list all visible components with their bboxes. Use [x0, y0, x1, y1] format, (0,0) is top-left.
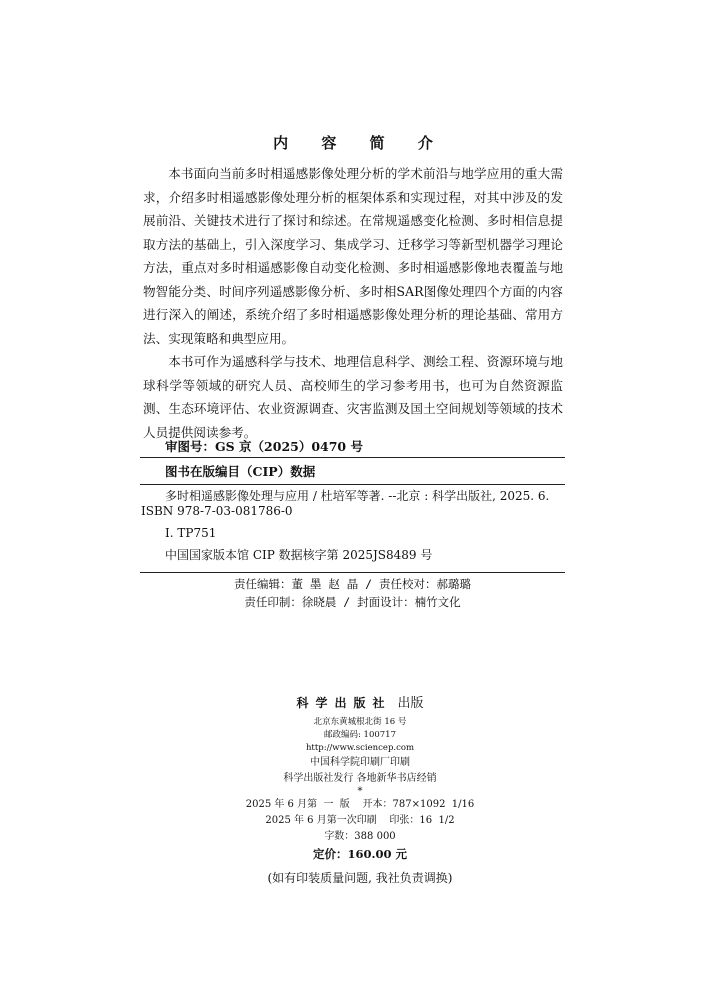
publisher-postcode: 邮政编码: 100717: [323, 730, 396, 740]
cip-classification: Ⅰ. TP751: [165, 526, 217, 540]
separator-star: *: [357, 786, 363, 797]
publisher-url: http://www.sciencep.com: [305, 743, 415, 753]
publisher-suffix: 出版: [397, 696, 424, 711]
credits: [140, 575, 565, 611]
distribution: 科学出版社发行 各地新华书店经销: [283, 773, 437, 784]
divider-bottom: [140, 572, 565, 573]
summary-body: [143, 162, 563, 444]
edition-line-1: 2025 年 6 月第 一 版 开本：787×1092 1/16: [245, 799, 475, 810]
publisher-line: [0, 692, 720, 711]
publisher-logo: 科学出版社: [296, 696, 392, 710]
quality-note: (如有印装质量问题, 我社负责调换): [267, 871, 453, 885]
edition-line-2: 2025 年 6 月第一次印刷 印张：16 1/2: [265, 815, 455, 826]
divider-top: [140, 457, 565, 458]
summary-paragraph-2: 本书可作为遥感科学与技术、地理信息科学、测绘工程、资源环境与地球科学等领域的研究人员、高校师生的学习参考用书，也可为自然资源监测、生态环境评估、农业资源调查、灾害监测及国土空间规划等领域的技术人员提供阅读参考。: [143, 354, 563, 440]
cip-isbn: ISBN 978-7-03-081786-0: [141, 504, 293, 518]
publisher-address: 北京东黄城根北街 16 号: [313, 717, 407, 727]
printer: 中国科学院印刷厂印刷: [310, 757, 410, 768]
word-count: 字数：388 000: [324, 831, 396, 842]
cip-title-line: 多时相遥感影像处理与应用 / 杜培军等著. --北京 : 科学出版社, 2025. 6.: [165, 489, 550, 503]
credits-printing: 责任印制：徐晓晨 / 封面设计：楠竹文化: [244, 595, 461, 609]
cip-heading: 图书在版编目（CIP）数据: [165, 464, 316, 479]
summary-title: 内 容 简 介: [273, 134, 447, 152]
cip-record-number: 中国国家版本馆 CIP 数据核字第 2025JS8489 号: [165, 548, 433, 562]
approval-number: 审图号：GS 京（2025）0470 号: [165, 439, 363, 454]
colophon: [0, 692, 720, 887]
divider-middle: [140, 484, 565, 485]
summary-paragraph-1: 本书面向当前多时相遥感影像处理分析的学术前沿与地学应用的重大需求，介绍多时相遥感影像处理分析的框架体系和实现过程，对其中涉及的发展前沿、关键技术进行了探讨和综述。在常规遥感变化检测、多时相信息提取方法的基础上，引入深度学习、集成学习、迁移学习等新型机器学习理论方法，重点对多时相遥感影像自动变化检测、多时相遥感影像地表覆盖与地物智能分类、时间序列遥感影像分析、多时相SAR图像处理四个方面的内容进行深入的阐述，系统介绍了多时相遥感影像处理分析的理论基础、常用方法、实现策略和典型应用。: [143, 166, 563, 346]
price: 定价：160.00 元: [312, 847, 407, 861]
credits-editors: 责任编辑：董 墨 赵 晶 / 责任校对：郝璐璐: [233, 577, 472, 591]
